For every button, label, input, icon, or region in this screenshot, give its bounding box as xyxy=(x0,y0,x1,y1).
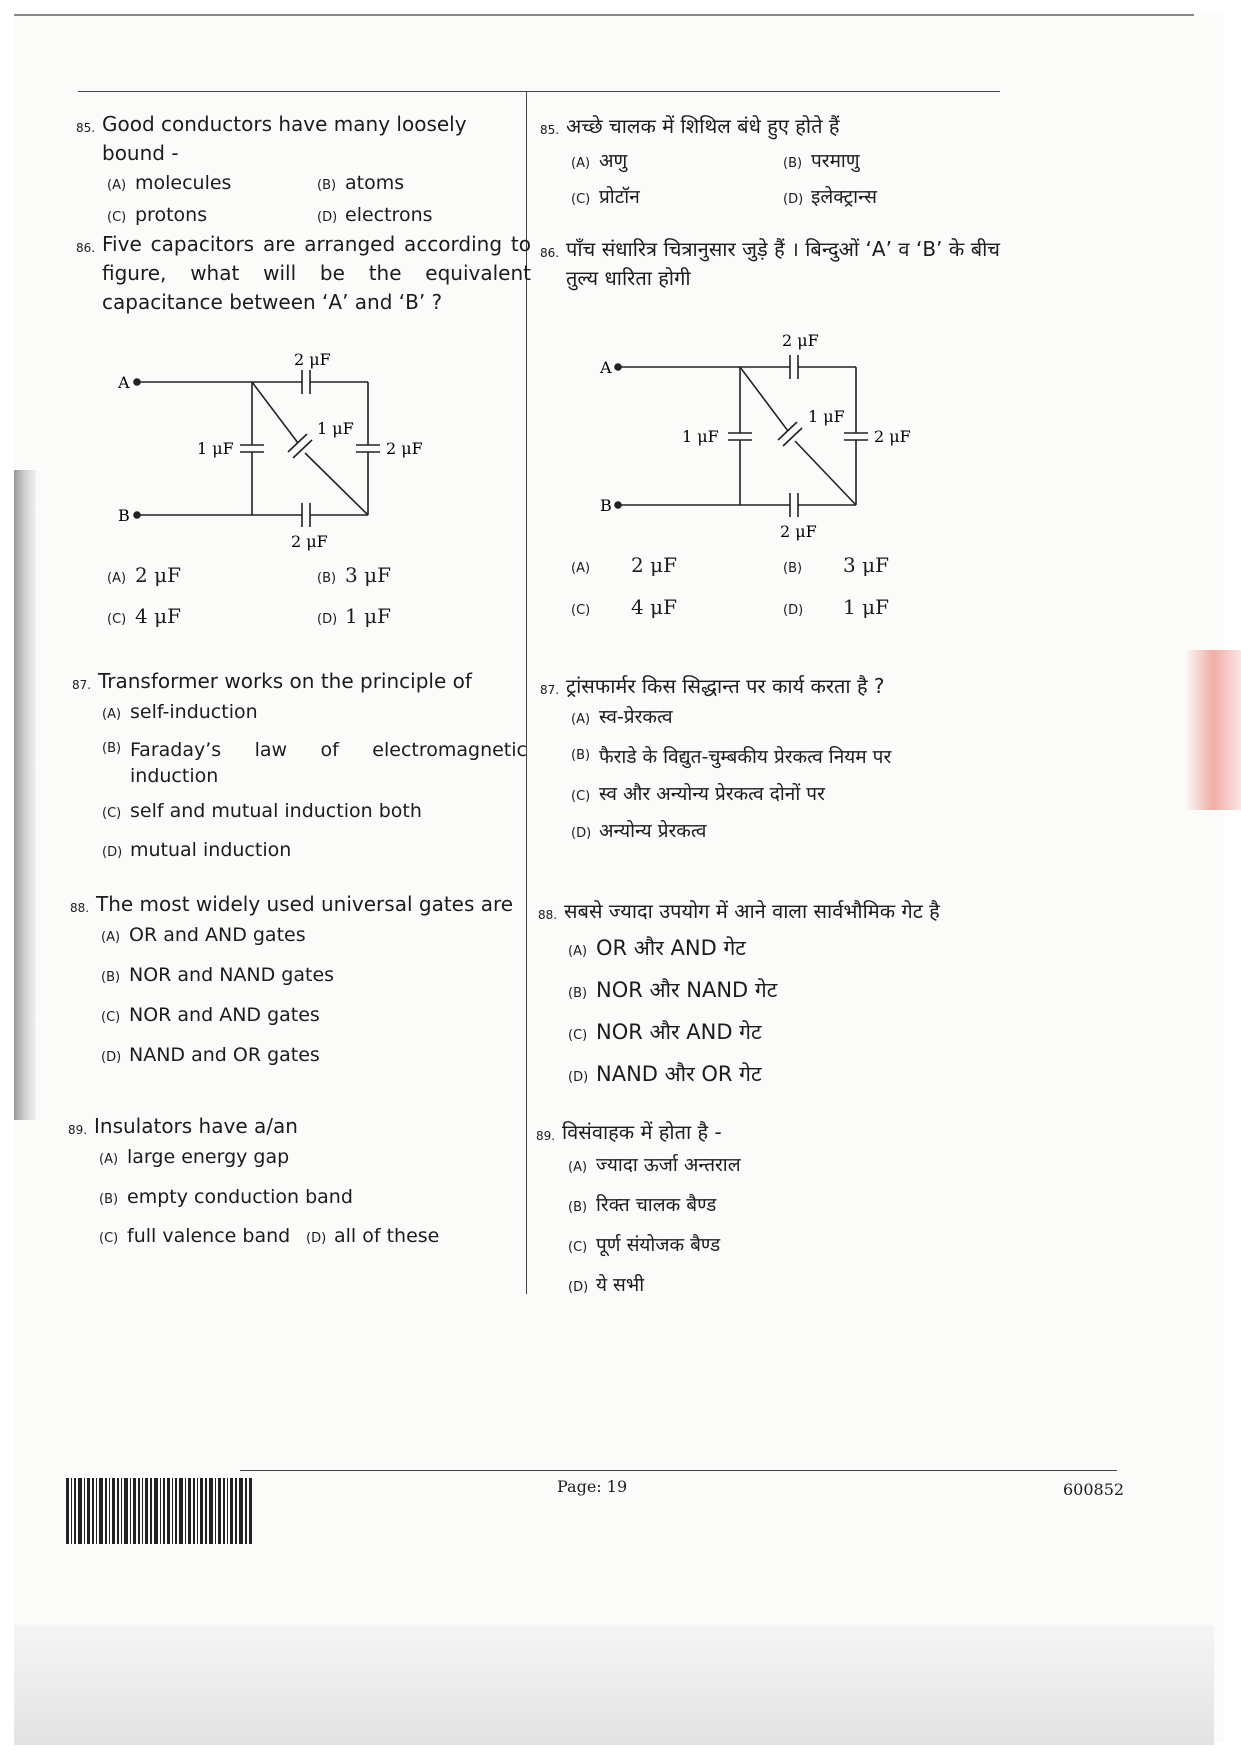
option-c: (C) full valence band xyxy=(99,1225,291,1247)
option-c: (C) 4 μF xyxy=(571,595,677,619)
question-text: सबसे ज्यादा उपयोग में आने वाला सार्वभौमिक गेट है xyxy=(564,899,940,923)
q85-hindi xyxy=(540,112,1000,209)
top-capacitor-label: 2 μF xyxy=(782,331,819,350)
top-edge-rule xyxy=(14,14,1194,16)
question-number: 87. xyxy=(540,683,560,697)
option-c: (C) 4 μF xyxy=(107,604,181,628)
option-a: (A) large energy gap xyxy=(99,1146,290,1168)
bottom-capacitor-label: 2 μF xyxy=(780,522,817,541)
option-a: (A) self-induction xyxy=(102,701,258,723)
q86-hindi xyxy=(540,235,1000,293)
question-text: पाँच संधारित्र चित्रानुसार जुड़े हैं । बिन्दुओं ‘A’ व ‘B’ के बीच तुल्य धारिता होगी xyxy=(566,237,1000,290)
option-c: (C) self and mutual induction both xyxy=(102,800,422,822)
question-text: Insulators have a/an xyxy=(94,1114,298,1138)
option-b: (B) Faraday’s law of electromagnetic induction xyxy=(102,739,527,787)
question-number: 86. xyxy=(540,246,560,260)
right-capacitor-label: 2 μF xyxy=(386,439,423,458)
question-text: The most widely used universal gates are xyxy=(96,892,514,916)
question-text: ट्रांसफार्मर किस सिद्धान्त पर कार्य करता है ? xyxy=(566,674,885,698)
option-d: (D) all of these xyxy=(306,1225,440,1247)
left-capacitor-label: 1 μF xyxy=(682,427,719,446)
scan-shadow-bottom xyxy=(14,1625,1214,1745)
option-d: (D) अन्योन्य प्रेरकत्व xyxy=(571,820,707,842)
question-number: 86. xyxy=(76,241,96,255)
option-b: (B) रिक्त चालक बैण्ड xyxy=(568,1194,717,1216)
option-b: (B) empty conduction band xyxy=(99,1186,353,1208)
option-c: (C) प्रोटॉन xyxy=(571,186,640,208)
bottom-capacitor-label: 2 μF xyxy=(291,532,328,551)
option-a: (A) ज्यादा ऊर्जा अन्तराल xyxy=(568,1154,741,1176)
page-number: Page: 19 xyxy=(557,1477,628,1496)
option-a: (A) स्व-प्रेरकत्व xyxy=(571,706,673,728)
question-text: Five capacitors are arranged according to figure, what will be the equivalent capacitance between ‘A’ and ‘B’ ? xyxy=(102,232,531,314)
option-c: (C) NOR और AND गेट xyxy=(568,1020,762,1044)
barcode-image xyxy=(66,1478,256,1544)
option-a: (A) molecules xyxy=(107,172,232,194)
question-number: 88. xyxy=(70,901,90,915)
right-capacitor-label: 2 μF xyxy=(874,427,911,446)
question-text: Good conductors have many loosely bound - xyxy=(102,112,467,165)
option-b: (B) फैराडे के विद्युत-चुम्बकीय प्रेरकत्व नियम पर xyxy=(571,746,892,768)
q88-hindi xyxy=(538,897,993,1090)
q87-hindi xyxy=(540,672,1000,846)
q89-hindi xyxy=(536,1118,996,1300)
option-d: (D) mutual induction xyxy=(102,839,292,861)
question-number: 85. xyxy=(76,121,96,135)
scan-shadow-left xyxy=(14,470,36,1120)
q86-english-options xyxy=(76,563,531,628)
left-capacitor-label: 1 μF xyxy=(197,439,234,458)
question-text: अच्छे चालक में शिथिल बंधे हुए होते हैं xyxy=(566,114,840,138)
option-a: (A) 2 μF xyxy=(107,563,181,587)
node-b-label: B xyxy=(600,496,612,515)
option-d: (D) electrons xyxy=(317,204,433,226)
footer-rule xyxy=(240,1470,1117,1471)
question-number: 87. xyxy=(72,678,92,692)
node-a-label: A xyxy=(118,373,130,392)
red-stain xyxy=(1185,650,1241,810)
q86-english xyxy=(76,230,531,317)
option-b: (B) NOR और NAND गेट xyxy=(568,978,778,1002)
option-d: (D) इलेक्ट्रान्स xyxy=(783,186,878,208)
question-number: 85. xyxy=(540,123,560,137)
option-a: (A) अणु xyxy=(571,150,628,172)
paper-code: 600852 xyxy=(1063,1480,1125,1499)
option-a: (A) OR और AND गेट xyxy=(568,936,746,960)
header-rule xyxy=(78,91,1000,92)
option-a: (A) 2 μF xyxy=(571,553,677,577)
option-b: (B) परमाणु xyxy=(783,150,860,172)
option-d: (D) 1 μF xyxy=(783,595,889,619)
option-c: (C) NOR and AND gates xyxy=(101,1004,320,1026)
option-b: (B) 3 μF xyxy=(783,553,889,577)
q85-english xyxy=(76,110,531,226)
circuit-diagram-english xyxy=(110,340,423,555)
option-d: (D) ये सभी xyxy=(568,1274,645,1296)
node-b-label: B xyxy=(118,506,130,525)
question-text: Transformer works on the principle of xyxy=(98,669,472,693)
option-d: (D) NAND and OR gates xyxy=(101,1044,320,1066)
diagonal-capacitor-label: 1 μF xyxy=(317,419,354,438)
diagonal-capacitor-label: 1 μF xyxy=(808,407,845,426)
option-a: (A) OR and AND gates xyxy=(101,924,306,946)
option-b: (B) 3 μF xyxy=(317,563,391,587)
question-number: 89. xyxy=(536,1129,556,1143)
option-c: (C) पूर्ण संयोजक बैण्ड xyxy=(568,1234,721,1256)
option-b: (B) NOR and NAND gates xyxy=(101,964,335,986)
option-c: (C) protons xyxy=(107,204,208,226)
option-c: (C) स्व और अन्योन्य प्रेरकत्व दोनों पर xyxy=(571,783,825,805)
option-d: (D) 1 μF xyxy=(317,604,391,628)
q88-english xyxy=(70,890,525,1070)
question-number: 89. xyxy=(68,1123,88,1137)
q89-english xyxy=(68,1112,523,1247)
q86-hindi-options xyxy=(540,553,1000,619)
question-number: 88. xyxy=(538,908,558,922)
node-a-label: A xyxy=(600,358,612,377)
q87-english xyxy=(72,667,527,865)
option-d: (D) NAND और OR गेट xyxy=(568,1062,762,1086)
option-b: (B) atoms xyxy=(317,172,405,194)
circuit-diagram-hindi xyxy=(598,325,911,545)
top-capacitor-label: 2 μF xyxy=(294,350,331,369)
question-text: विसंवाहक में होता है - xyxy=(562,1120,722,1144)
